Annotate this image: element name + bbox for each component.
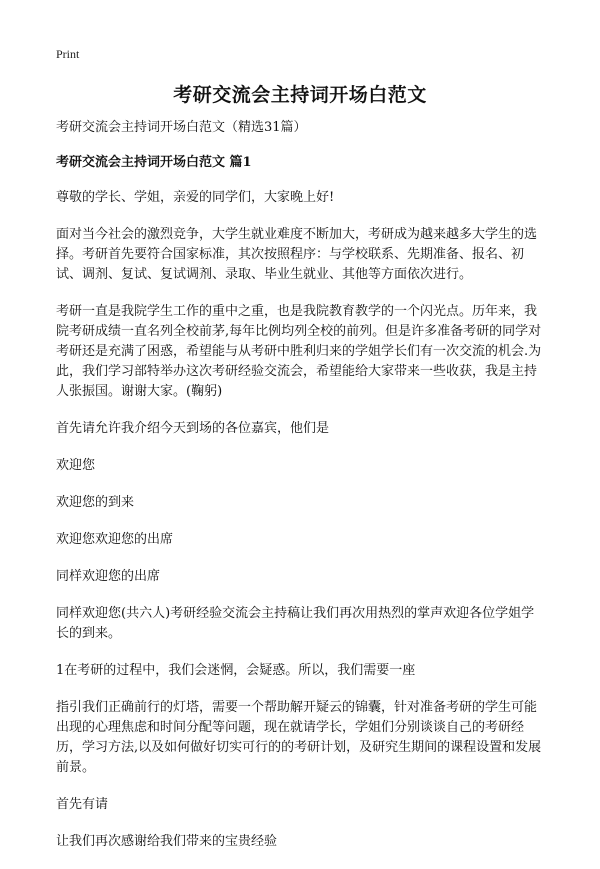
section-heading: 考研交流会主持词开场白范文 篇1 [56,155,252,170]
document-body [56,118,546,869]
paragraph-thanks: 让我们再次感谢给我们带来的宝贵经验 [56,834,278,849]
paragraph-lighthouse-lead: 1在考研的过程中，我们会迷惘，会疑惑。所以，我们需要一座 [56,663,416,678]
paragraph-welcome-3: 欢迎您欢迎您的出席 [56,532,174,547]
paragraph-welcome-4: 同样欢迎您的出席 [56,569,161,584]
document-subtitle: 考研交流会主持词开场白范文（精选31篇） [56,120,307,135]
paragraph-welcome-2: 欢迎您的到来 [56,495,135,510]
print-link[interactable]: Print [56,47,80,61]
paragraph-guidance: 指引我们正确前行的灯塔，需要一个帮助解开疑云的锦囊，针对准备考研的学生可能出现的心理焦虑和时间分配等问题，现在就请学长，学姐们分别谈谈自己的考研经历，学习方法,以及如何做好切实可行的的考研计划，及研究生期间的课程设置和发展前景。 [56,700,542,775]
paragraph-greeting: 尊敬的学长、学姐，亲爱的同学们，大家晚上好! [56,190,335,205]
paragraph-welcome-1: 欢迎您 [56,458,96,473]
paragraph-applause: 同样欢迎您(共六人)考研经验交流会主持稿让我们再次用热烈的掌声欢迎各位学姐学长的到来。 [56,606,535,641]
page-title: 考研交流会主持词开场白范文 [173,84,427,106]
paragraph-invite: 首先有请 [56,797,109,812]
paragraph-competition: 面对当今社会的激烈竞争，大学生就业难度不断加大，考研成为越来越多大学生的选择。考研首先要符合国家标准，其次按照程序：与学校联系、先期准备、报名、初试、调剂、复试、复试调剂、录取、毕业生就业、其他等方面依次进行。 [56,227,538,282]
paragraph-guests-intro: 首先请允许我介绍今天到场的各位嘉宾，他们是 [56,421,330,436]
paragraph-introduction: 考研一直是我院学生工作的重中之重，也是我院教育教学的一个闪光点。历年来，我院考研成绩一直名列全校前茅,每年比例均列全校的前列。但是许多准备考研的同学对考研还是充满了困惑，希望能与从考研中胜利归来的学姐学长们有一次交流的机会.为此，我们学习部特举办这次考研经验交流会，希望能给大家带来一些收获，我是主持人张振国。谢谢大家。(鞠躬) [56,304,542,399]
